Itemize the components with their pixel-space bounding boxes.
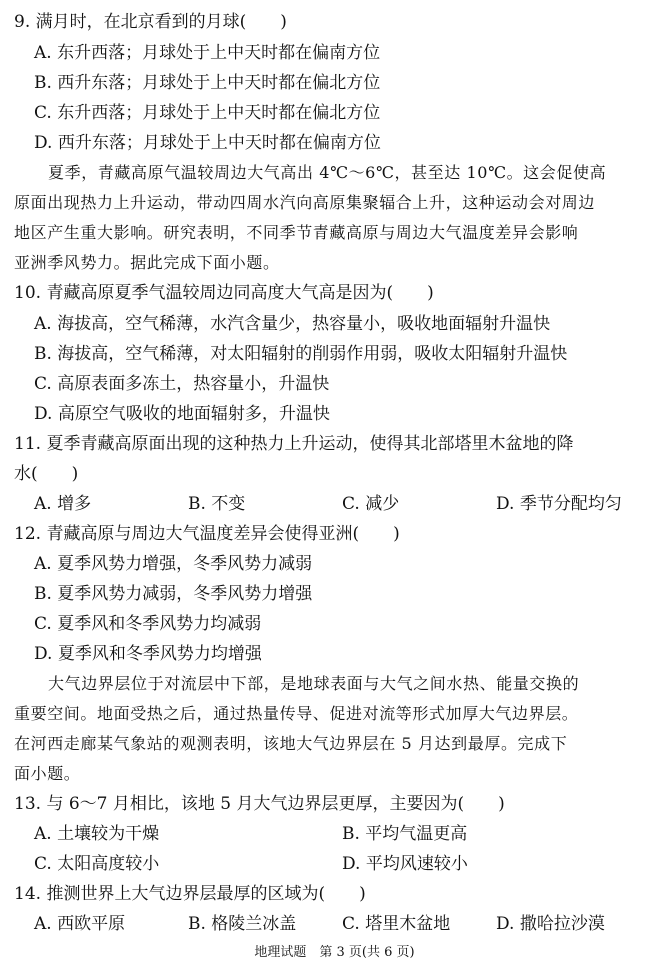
q14-stem: 14. 推测世界上大气边界层最厚的区域为( ) [14,884,366,904]
q12-stem: 12. 青藏高原与周边大气温度差异会使得亚洲( ) [14,524,400,544]
passage1-line: 原面出现热力上升运动，带动四周水汽向高原集聚辐合上升，这种运动会对周边 [14,193,596,212]
q9-option-d: D. 西升东落；月球处于上中天时都在偏南方位 [34,133,381,153]
passage1-line: 亚洲季风势力。据此完成下面小题。 [14,253,280,272]
q12-option-a: A. 夏季风势力增强，冬季风势力减弱 [34,554,313,574]
passage2-line: 大气边界层位于对流层中下部，是地球表面与大气之间水热、能量交换的 [48,674,580,693]
q11-option-d: D. 季节分配均匀 [496,494,622,514]
passage2-line: 重要空间。地面受热之后，通过热量传导、促进对流等形式加厚大气边界层。 [14,704,579,723]
q11-stem-cont: 水( ) [14,464,79,484]
q12-option-b: B. 夏季风势力减弱，冬季风势力增强 [34,584,313,604]
q10-option-b: B. 海拔高，空气稀薄，对太阳辐射的削弱作用弱，吸收太阳辐射升温快 [34,344,568,364]
q10-stem: 10. 青藏高原夏季气温较周边同高度大气高是因为( ) [14,283,434,303]
q11-option-c: C. 减少 [342,494,400,514]
q13-option-a: A. 土壤较为干燥 [34,824,160,844]
q11-option-a: A. 增多 [34,494,92,514]
q13-option-d: D. 平均风速较小 [342,854,468,874]
q13-option-c: C. 太阳高度较小 [34,854,160,874]
page-footer: 地理试题 第 3 页(共 6 页) [254,945,415,960]
q11-stem: 11. 夏季青藏高原面出现的这种热力上升运动，使得其北部塔里木盆地的降 [14,434,574,454]
q14-option-a: A. 西欧平原 [34,914,126,934]
q13-stem: 13. 与 6～7 月相比，该地 5 月大气边界层更厚，主要因为( ) [14,794,505,814]
passage2-line: 面小题。 [14,764,81,783]
q14-option-b: B. 格陵兰冰盖 [188,914,297,934]
q9-option-a: A. 东升西落；月球处于上中天时都在偏南方位 [34,43,381,63]
q10-option-d: D. 高原空气吸收的地面辐射多，升温快 [34,404,330,424]
q14-option-c: C. 塔里木盆地 [342,914,451,934]
q9-stem: 9. 满月时，在北京看到的月球( ) [14,12,287,32]
passage2-line: 在河西走廊某气象站的观测表明，该地大气边界层在 5 月达到最厚。完成下 [14,734,568,753]
q12-option-c: C. 夏季风和冬季风势力均减弱 [34,614,262,634]
passage1-line: 地区产生重大影响。研究表明，不同季节青藏高原与周边大气温度差异会影响 [14,223,579,242]
q14-option-d: D. 撒哈拉沙漠 [496,914,605,934]
q10-option-c: C. 高原表面多冻土，热容量小，升温快 [34,374,330,394]
passage1-line: 夏季，青藏高原气温较周边大气高出 4℃～6℃，甚至达 10℃。这会促使高 [48,163,607,182]
q13-option-b: B. 平均气温更高 [342,824,468,844]
q9-option-b: B. 西升东落；月球处于上中天时都在偏北方位 [34,73,381,93]
q10-option-a: A. 海拔高，空气稀薄，水汽含量少，热容量小，吸收地面辐射升温快 [34,314,551,334]
q12-option-d: D. 夏季风和冬季风势力均增强 [34,644,262,664]
q11-option-b: B. 不变 [188,494,246,514]
q9-option-c: C. 东升西落；月球处于上中天时都在偏北方位 [34,103,381,123]
